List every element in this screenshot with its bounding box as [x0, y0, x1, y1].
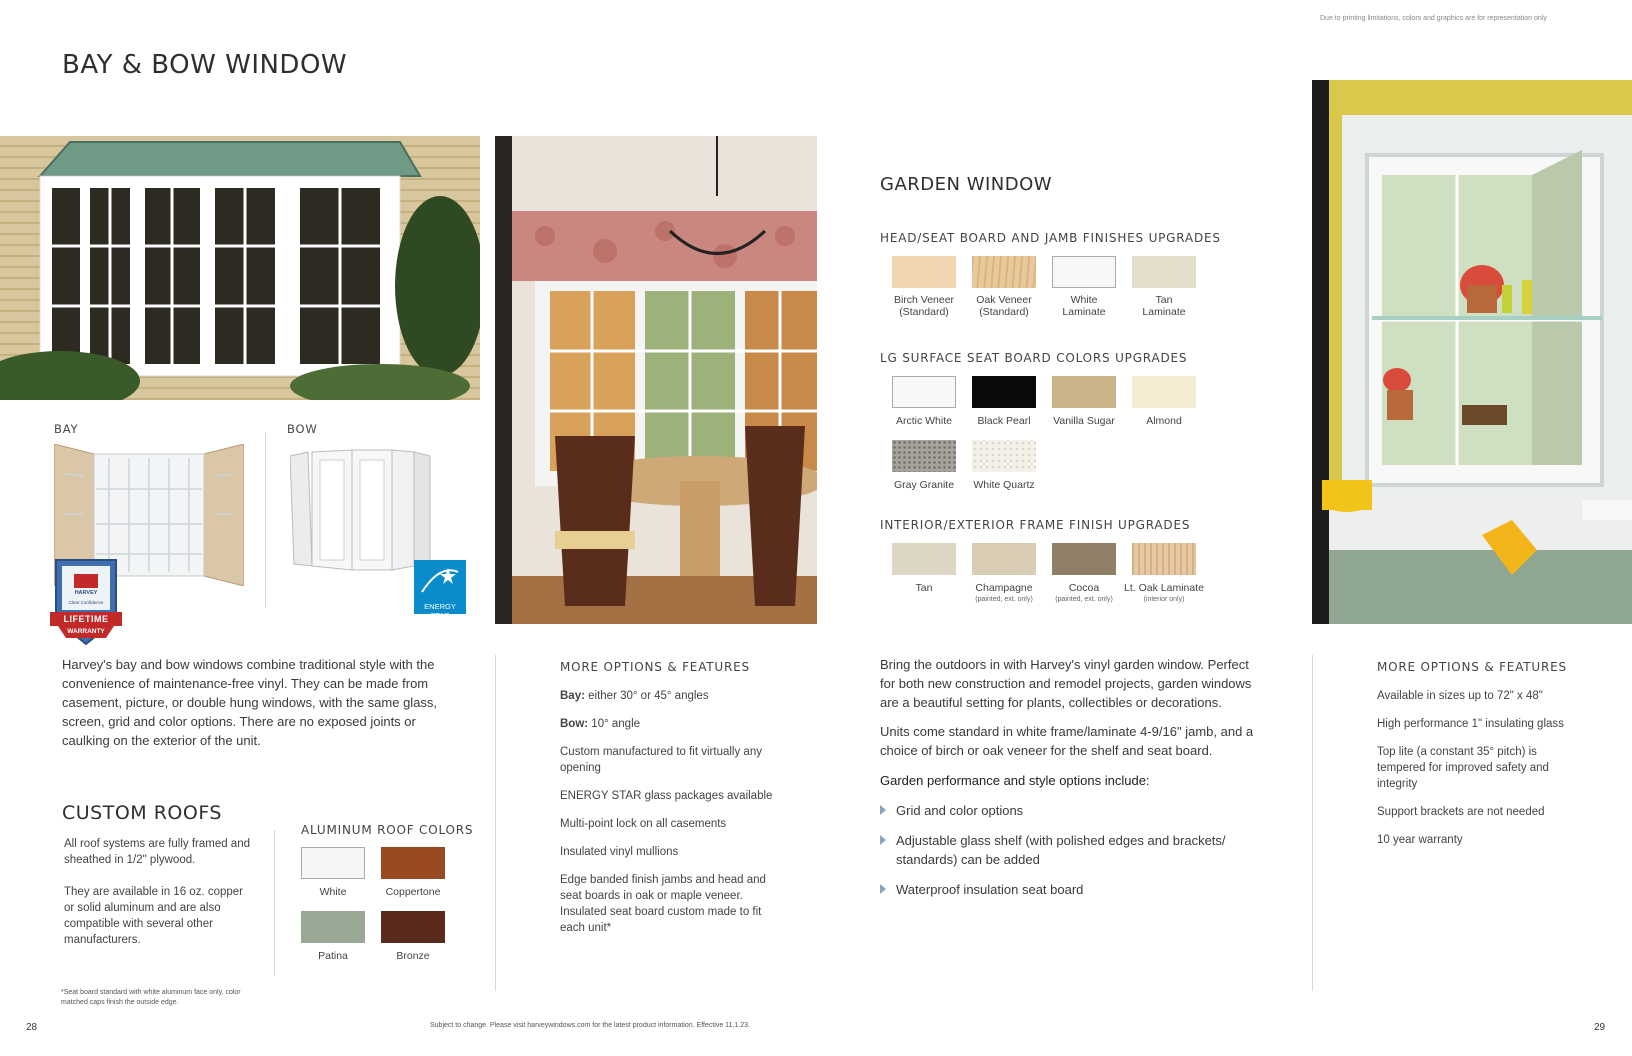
seat-board-swatch — [1132, 376, 1196, 408]
feature-item: Support brackets are not needed — [1377, 806, 1545, 818]
page-number-left: 28 — [26, 1022, 38, 1033]
custom-roofs-p2: They are available in 16 oz. copper or solid aluminum and are also compatible with several other manufacturers. — [64, 886, 243, 946]
roof-swatch-label: Patina — [318, 950, 348, 962]
bullet-icon — [880, 805, 886, 815]
custom-roofs-p1: All roof systems are fully framed and sheathed in 1/2" plywood. — [64, 838, 250, 866]
garden-bullets — [880, 801, 1250, 899]
frame-finish-swatch-label: Cocoa (painted, ext. only) — [1055, 582, 1113, 603]
feature-item: ENERGY STAR glass packages available — [560, 790, 773, 802]
seat-board-swatch-label: Black Pearl — [977, 415, 1031, 427]
finish-swatch-label: White Laminate — [1062, 294, 1106, 318]
more-options-list-1 — [560, 688, 780, 948]
energy-star-logo — [414, 560, 466, 620]
finish-swatch-label: Birch Veneer (Standard) — [893, 294, 955, 318]
frame-finish-swatch — [1132, 543, 1196, 575]
badge-line: Clear Confidence — [68, 600, 104, 605]
frame-finish-swatch-label: Lt. Oak Laminate (interior only) — [1124, 582, 1204, 603]
feature-item: Bay: either 30° or 45° angles — [560, 690, 709, 702]
feature-item: Top lite (a constant 35° pitch) is tempered for improved safety and integrity — [1377, 746, 1549, 790]
finish-swatch — [892, 256, 956, 288]
energy-star-text: ENERGY STAR — [424, 602, 456, 620]
footer-center: Subject to change. Please visit harveywindows.com for the latest product information. Effective 11.1.23. — [430, 1022, 750, 1029]
feature-item: Bow: 10° angle — [560, 718, 641, 730]
bullet-item: Waterproof insulation seat board — [880, 880, 1250, 899]
bow-window-interior-photo — [495, 136, 817, 624]
roof-swatch-label: Bronze — [396, 950, 430, 962]
feature-item: Multi-point lock on all casements — [560, 818, 727, 830]
garden-section3-title: INTERIOR/EXTERIOR FRAME FINISH UPGRADES — [880, 518, 1191, 532]
feature-item: 10 year warranty — [1377, 834, 1463, 846]
lifetime-warranty-badge — [50, 558, 122, 648]
feature-item: Edge banded finish jambs and head and seat boards in oak or maple veneer. Insulated seat board custom made to fit each unit* — [560, 874, 766, 934]
finish-swatch — [972, 256, 1036, 288]
badge-ribbon2: WARRANTY — [67, 628, 105, 635]
frame-finish-swatch-label: Champagne (painted, ext. only) — [975, 582, 1033, 603]
finish-swatch — [1052, 256, 1116, 288]
bay-bow-divider — [265, 432, 266, 608]
seat-board-swatch-label: White Quartz — [973, 479, 1035, 491]
feature-item: Insulated vinyl mullions — [560, 846, 679, 858]
roof-swatch-label: Coppertone — [385, 886, 441, 898]
seat-board-swatch-label: Gray Granite — [893, 479, 955, 491]
disclaimer-top: Due to printing limitations, colors and graphics are for representation only — [1320, 15, 1547, 22]
feature-item: High performance 1" insulating glass — [1377, 718, 1564, 730]
bay-window-exterior-photo — [0, 136, 480, 400]
roof-swatch-white — [301, 847, 365, 879]
page-number-right: 29 — [1594, 1022, 1606, 1033]
frame-finish-swatch — [892, 543, 956, 575]
garden-section2-title: LG SURFACE SEAT BOARD COLORS UPGRADES — [880, 351, 1188, 365]
frame-finish-swatch — [972, 543, 1036, 575]
bay-label: BAY — [54, 422, 79, 436]
roof-swatch-coppertone — [381, 847, 445, 879]
garden-standard: Units come standard in white frame/laminate 4-9/16" jamb, and a choice of birch or oak veneer for the shelf and seat board. — [880, 724, 1254, 758]
roof-swatch-label: White — [319, 886, 347, 898]
seat-board-swatch — [972, 376, 1036, 408]
finish-swatch-label: Oak Veneer (Standard) — [976, 294, 1032, 318]
feature-item: Custom manufactured to fit virtually any opening — [560, 746, 762, 774]
roof-swatch-bronze — [381, 911, 445, 943]
more-options-list-2 — [1377, 688, 1577, 860]
garden-section1-title: HEAD/SEAT BOARD AND JAMB FINISHES UPGRADES — [880, 231, 1221, 245]
bullet-icon — [880, 835, 886, 845]
seat-board-swatch — [892, 440, 956, 472]
bullet-item: Adjustable glass shelf (with polished edges and brackets/ standards) can be added — [880, 831, 1250, 869]
more-options-title-1: MORE OPTIONS & FEATURES — [560, 660, 750, 674]
custom-roofs-title: CUSTOM ROOFS — [62, 802, 222, 824]
garden-intro: Bring the outdoors in with Harvey's vinyl garden window. Perfect for both new construction and remodel projects, garden windows are a beautiful setting for plants, collectibles or decorations. — [880, 657, 1252, 710]
bullet-item: Grid and color options — [880, 801, 1250, 820]
garden-title: GARDEN WINDOW — [880, 174, 1053, 195]
seat-board-swatch — [1052, 376, 1116, 408]
frame-finish-swatch — [1052, 543, 1116, 575]
seat-board-swatch-label: Almond — [1146, 415, 1182, 427]
column-divider-2 — [1312, 655, 1313, 991]
finish-swatch-label: Tan Laminate — [1142, 294, 1186, 318]
seat-board-swatch — [972, 440, 1036, 472]
roofs-divider — [274, 830, 275, 976]
frame-finish-swatch-label: Tan — [915, 582, 933, 594]
seat-board-swatch-label: Vanilla Sugar — [1053, 415, 1115, 427]
roof-swatch-patina — [301, 911, 365, 943]
column-divider-1 — [495, 655, 496, 991]
finish-swatch — [1132, 256, 1196, 288]
garden-window-photo — [1312, 80, 1632, 624]
garden-performance-title: Garden performance and style options include: — [880, 773, 1150, 788]
badge-brand: HARVEY — [74, 590, 98, 596]
badge-ribbon1: LIFETIME — [63, 614, 109, 624]
bow-label: BOW — [287, 422, 318, 436]
feature-item: Available in sizes up to 72" x 48" — [1377, 690, 1543, 702]
seat-board-swatch-label: Arctic White — [895, 415, 952, 427]
footnote: *Seat board standard with white aluminum face only, color matched caps finish the outside edge. — [61, 989, 241, 1006]
more-options-title-2: MORE OPTIONS & FEATURES — [1377, 660, 1567, 674]
page-title: BAY & BOW WINDOW — [62, 50, 348, 80]
seat-board-swatch — [892, 376, 956, 408]
bullet-icon — [880, 884, 886, 894]
roof-colors-title: ALUMINUM ROOF COLORS — [301, 823, 474, 837]
bay-bow-intro: Harvey's bay and bow windows combine traditional style with the convenience of maintenance-free vinyl. They can be made from casement, picture, or double hung windows, with the same glass, screen, grid and color options. There are no exposed joints or caulking on the exterior of the unit. — [62, 657, 438, 748]
